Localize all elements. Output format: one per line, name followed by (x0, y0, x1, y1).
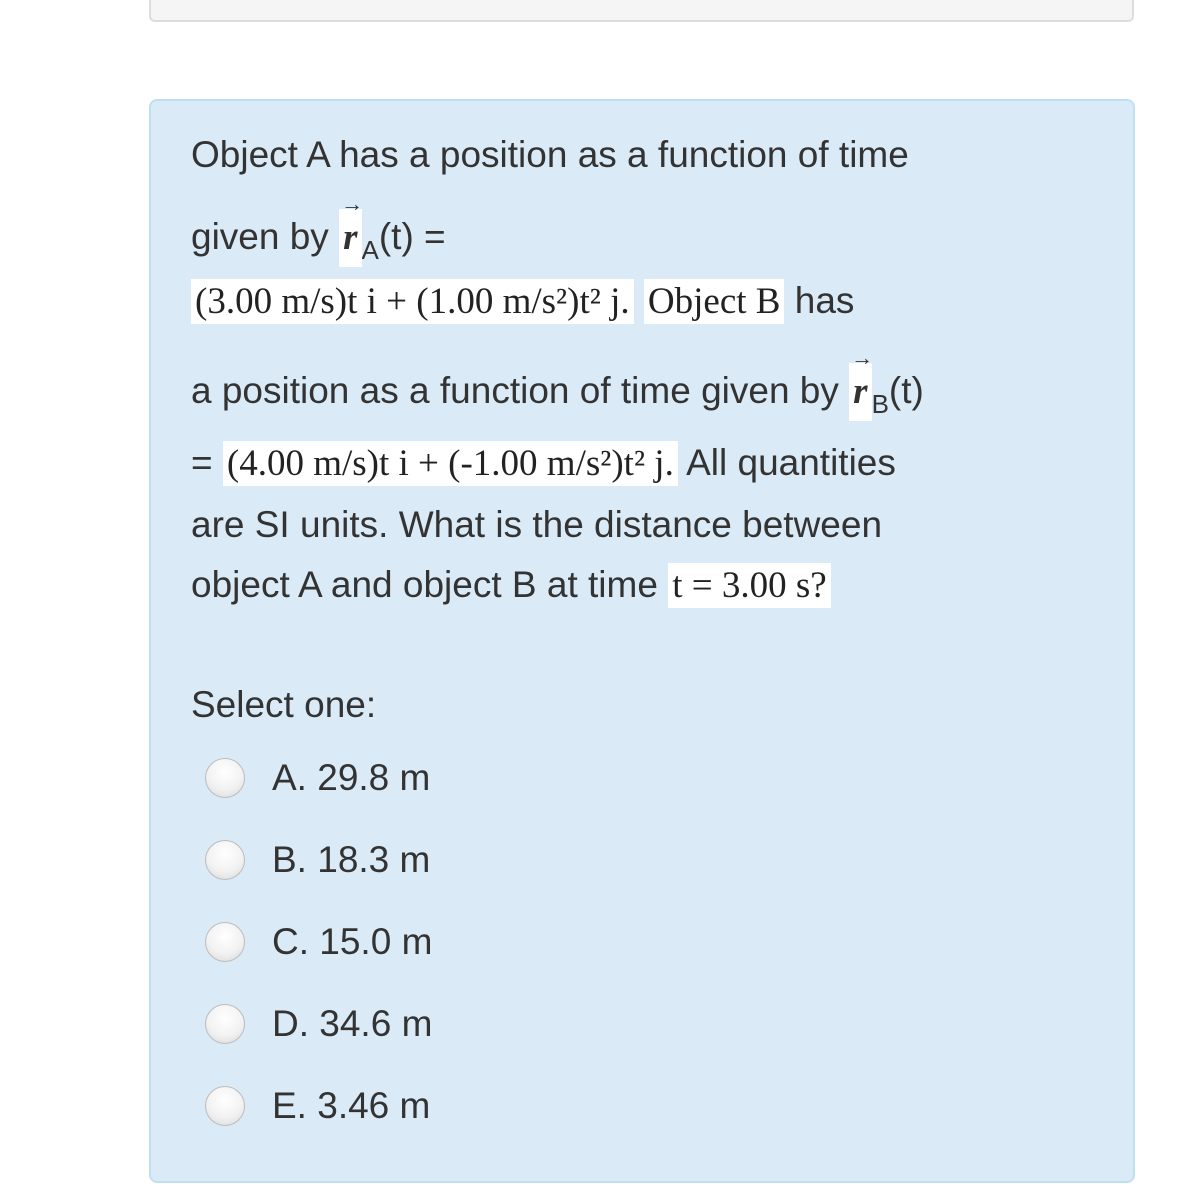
time-argument-a: (t) = (378, 216, 446, 257)
time-value: t = 3.00 s? (668, 563, 830, 608)
object-b-label: Object B (644, 279, 785, 324)
option-e[interactable] (205, 1084, 430, 1128)
option-b-label[interactable]: B. 18.3 m (272, 839, 431, 880)
question-line-7 (191, 556, 831, 615)
object-a-b-text: object A and object B at time (191, 564, 658, 605)
option-a[interactable] (205, 756, 430, 800)
position-vector-b: → r (849, 363, 871, 421)
option-e-label[interactable]: E. 3.46 m (272, 1085, 431, 1126)
option-a-label[interactable]: A. 29.8 m (272, 757, 431, 798)
vector-arrow-icon: → (851, 345, 874, 370)
option-c-label[interactable]: C. 15.0 m (272, 921, 433, 962)
radio-button-e[interactable] (205, 1086, 245, 1126)
equation-a: (3.00 m/s)t i + (1.00 m/s²)t² j. (191, 279, 634, 324)
option-d[interactable] (205, 1002, 432, 1046)
option-d-label[interactable]: D. 34.6 m (272, 1003, 433, 1044)
radio-button-d[interactable] (205, 1004, 245, 1044)
subscript-a: A (361, 235, 379, 265)
select-one-label: Select one: (191, 684, 377, 725)
radio-button-b[interactable] (205, 840, 245, 880)
question-line-6: are SI units. What is the distance between (191, 504, 883, 545)
equals-sign: = (191, 442, 213, 483)
given-by-text: given by (191, 216, 329, 257)
time-argument-b: (t) (888, 370, 924, 411)
radio-button-c[interactable] (205, 922, 245, 962)
radio-button-a[interactable] (205, 758, 245, 798)
line4-text: a position as a function of time given by (191, 370, 839, 411)
position-vector-a: → r (339, 209, 361, 267)
option-b[interactable] (205, 838, 430, 882)
equation-b: (4.00 m/s)t i + (-1.00 m/s²)t² j. (223, 441, 678, 486)
question-line-3 (191, 272, 854, 331)
question-line-1: Object A has a position as a function of time (191, 134, 909, 175)
previous-question-panel (149, 0, 1134, 22)
all-quantities-text: All quantities (686, 442, 896, 483)
question-line-5 (191, 434, 896, 493)
subscript-b: B (871, 389, 889, 419)
has-text: has (794, 280, 855, 321)
option-c[interactable] (205, 920, 432, 964)
question-line-2 (191, 191, 446, 279)
vector-arrow-icon: → (341, 191, 364, 216)
question-line-4 (191, 345, 924, 433)
